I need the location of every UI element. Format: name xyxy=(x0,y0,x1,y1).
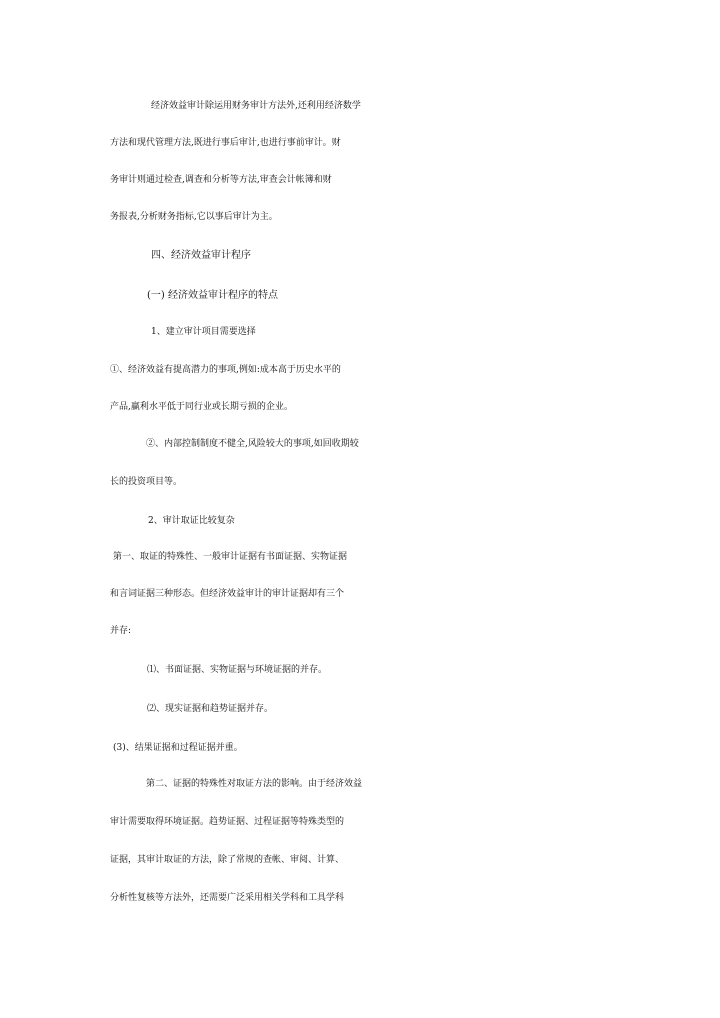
item-2-heading: 2、审计取证比较复杂 xyxy=(148,516,235,526)
para-intro-line-3: 务审计则通过检查,调查和分析等方法,审查会计帐簿和财 xyxy=(110,175,332,185)
item-circled-2-line-2: 长的投资项目等。 xyxy=(110,477,183,487)
para-second-line-4: 分析性复核等方法外，还需要广泛采用相关学科和工具学科 xyxy=(110,893,345,903)
para-intro-line-2: 方法和现代管理方法,既进行事后审计,也进行事前审计。财 xyxy=(110,138,341,148)
subsection-heading: (一) 经济效益审计程序的特点 xyxy=(147,290,278,301)
item-circled-1-line-2: 产品,赢利水平低于同行业或长期亏损的企业。 xyxy=(110,402,293,412)
para-second-line-2: 审计需要取得环境证据。趋势证据、过程证据等特殊类型的 xyxy=(110,817,345,827)
para-intro-line-4: 务报表,分析财务指标,它以事后审计为主。 xyxy=(110,212,278,222)
para-first-line-3: 并存: xyxy=(110,626,132,636)
para-first-line-2: 和言词证据三种形态。但经济效益审计的审计证据却有三个 xyxy=(110,589,345,599)
item-1-heading: 1、建立审计项目需要选择 xyxy=(151,327,256,337)
para-first-line-1: 第一、取证的特殊性、一般审计证据有书面证据、实物证据 xyxy=(113,552,348,562)
para-second-line-3: 证据，其审计取证的方法，除了常规的查帐、审阅、计算、 xyxy=(110,855,345,865)
item-circled-1-line-1: ①、经济效益有提高潜力的事项,例如:成本高于历史水平的 xyxy=(110,365,341,375)
item-circled-2-line-1: ②、内部控制制度不健全,风险较大的事项,如回收期较 xyxy=(146,439,359,449)
sub-item-2: ⑵、现实证据和趋势证据并存。 xyxy=(147,704,274,714)
para-second-line-1: 第二、证据的特殊性对取证方法的影响。由于经济效益 xyxy=(146,779,363,789)
section-heading: 四、经济效益审计程序 xyxy=(151,250,251,261)
para-intro-line-1: 经济效益审计除运用财务审计方法外,还利用经济数学 xyxy=(151,101,361,111)
sub-item-3: (3)、结果证据和过程证据并重。 xyxy=(113,743,243,753)
sub-item-1: ⑴、书面证据、实物证据与环境证据的并存。 xyxy=(147,665,328,675)
